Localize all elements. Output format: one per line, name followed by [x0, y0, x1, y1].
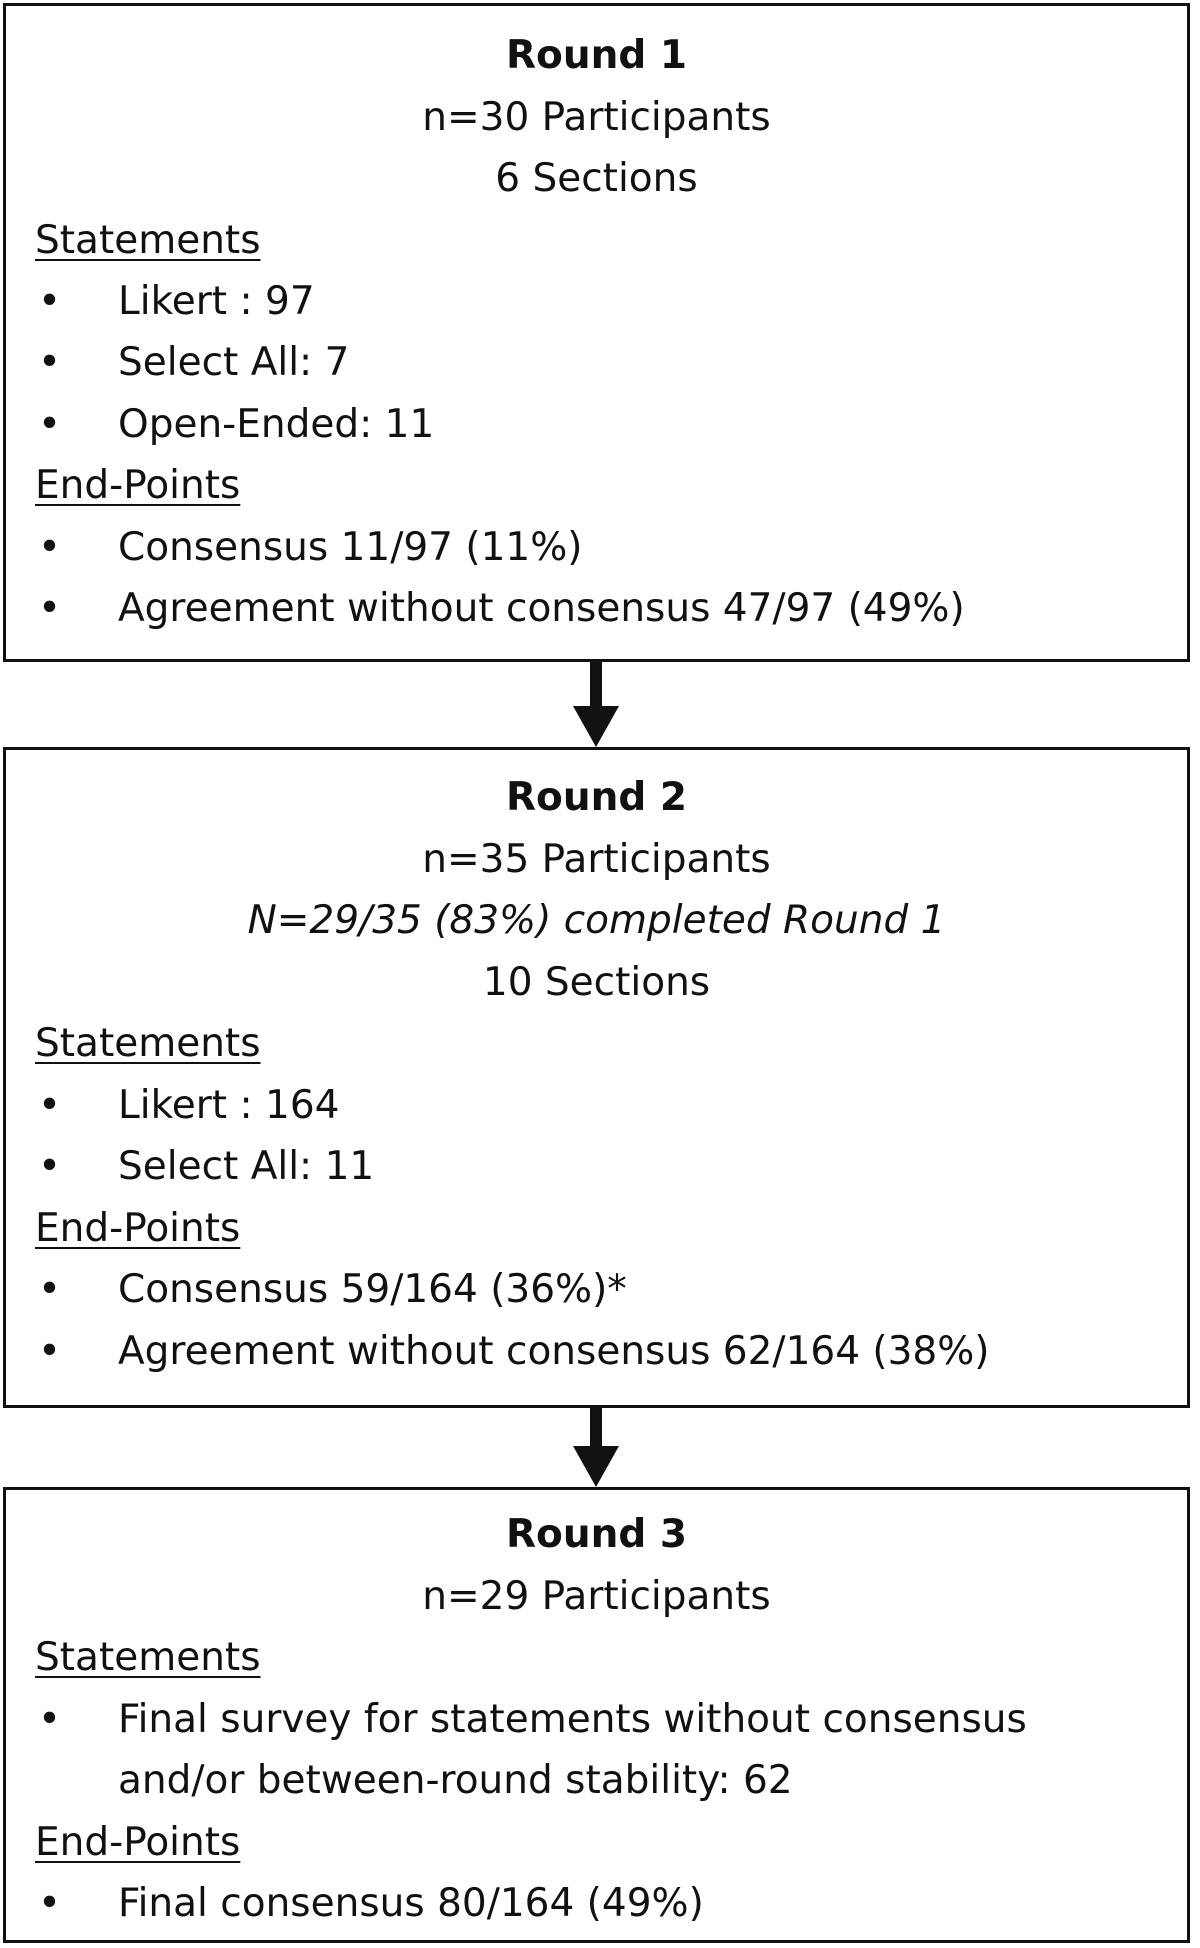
bullet-icon: • [38, 525, 62, 570]
round-2-sections: 10 Sections [482, 960, 711, 1005]
round-2-title: Round 2 [506, 775, 687, 820]
round-3-statements-heading: Statements [35, 1635, 261, 1680]
round-1-endpoints-heading: End-Points [35, 463, 241, 508]
arrow-down-icon [571, 662, 621, 747]
round-1-sections: 6 Sections [495, 156, 698, 201]
round-2-participants: n=35 Participants [422, 837, 771, 882]
arrow-down-icon [571, 1408, 621, 1487]
round-2-statement-item: • Likert : 164 [6, 1075, 1187, 1137]
round-1-statement-item: • Open-Ended: 11 [6, 394, 1187, 456]
round-1-participants: n=30 Participants [422, 95, 771, 140]
round-2-statements-heading: Statements [35, 1021, 261, 1066]
round-2-box [3, 747, 1190, 1408]
round-3-statement-item: • Final survey for statements without consensus [6, 1689, 1187, 1751]
bullet-icon: • [38, 586, 62, 631]
round-1-statement-item: • Likert : 97 [6, 271, 1187, 333]
round-1-endpoint-item: • Consensus 11/97 (11%) [6, 517, 1187, 579]
round-3-endpoint-item: • Final consensus 80/164 (49%) [6, 1873, 1187, 1935]
round-1-statements-heading: Statements [35, 218, 261, 263]
round-3-endpoints-heading: End-Points [35, 1820, 241, 1865]
round-1-statement-item: • Select All: 7 [6, 332, 1187, 394]
bullet-icon: • [38, 1083, 62, 1128]
round-2-note: N=29/35 (83%) completed Round 1 [247, 898, 946, 943]
round-2-statement-item: • Select All: 11 [6, 1136, 1187, 1198]
bullet-icon: • [38, 402, 62, 447]
round-2-endpoint-item: • Agreement without consensus 62/164 (38%) [6, 1321, 1187, 1383]
bullet-icon: • [38, 1144, 62, 1189]
round-1-endpoint-item: • Agreement without consensus 47/97 (49%) [6, 578, 1187, 640]
round-3-statement-continuation: and/or between-round stability: 62 [118, 1758, 793, 1803]
round-1-title: Round 1 [506, 33, 687, 78]
round-2-endpoint-item: • Consensus 59/164 (36%)* [6, 1259, 1187, 1321]
round-3-title: Round 3 [506, 1512, 687, 1557]
bullet-icon: • [38, 279, 62, 324]
bullet-icon: • [38, 1697, 62, 1742]
bullet-icon: • [38, 1881, 62, 1926]
bullet-icon: • [38, 1267, 62, 1312]
round-3-participants: n=29 Participants [422, 1574, 771, 1619]
round-3-box [3, 1487, 1190, 1943]
round-1-box [3, 3, 1190, 662]
round-2-endpoints-heading: End-Points [35, 1206, 241, 1251]
bullet-icon: • [38, 340, 62, 385]
bullet-icon: • [38, 1329, 62, 1374]
